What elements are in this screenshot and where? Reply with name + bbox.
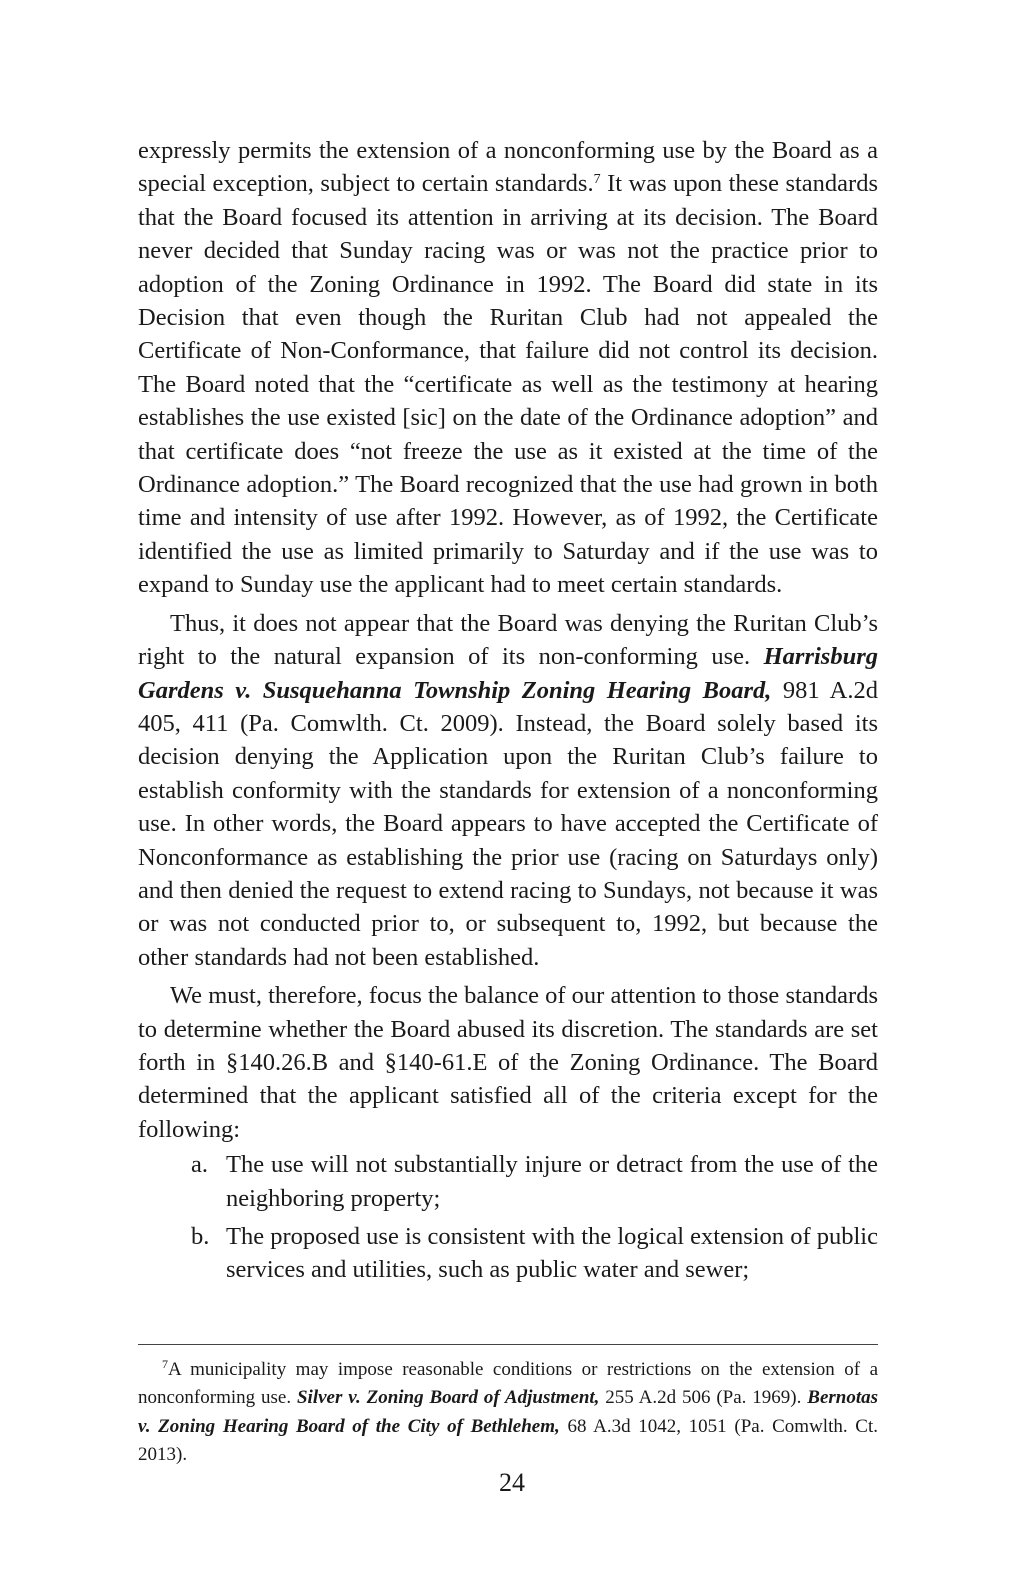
paragraph-1-text-continued: It was upon these standards that the Board focused its attention in arriving at its decision. The Board never decided that Sunday racing was or was not the practice prior to adoption of the Zoning Ordinance in 1992. The Board did state in its Decision that even though the Ruritan Club had not appealed the Certificate of Non-Conformance, that failure did not control its decision. The Board noted that the “certificate as well as the testimony at hearing establishes the use existed [sic] on the date of the Ordinance adoption” and that certificate does “not freeze the use as it existed at the time of the Ordinance adoption.” The Board recognized that the use had grown in both time and intensity of use after 1992. However, as of 1992, the Certificate identified the use as limited primarily to Saturday and if the use was to expand to Sunday use the applicant had to meet certain standards. <box>138 170 878 599</box>
footnote-number: 7 <box>162 1357 168 1371</box>
list-item <box>138 1148 878 1215</box>
list-item-text: The proposed use is consistent with the logical extension of public services and utilities, such as public water and sewer; <box>226 1223 878 1284</box>
paragraph-2 <box>138 607 878 974</box>
paragraph-3: We must, therefore, focus the balance of our attention to those standards to determine whether the Board abused its discretion. The standards are set forth in §140.26.B and §140-61.E of the Zoning Ordinance. The Board determined that the applicant satisfied all of the criteria except for the following: <box>138 982 878 1143</box>
paragraph-2-text: Thus, it does not appear that the Board was denying the Ruritan Club’s right to the natural expansion of its non-conforming use. <box>138 609 878 671</box>
footnote-reference-7[interactable]: 7 <box>593 172 601 188</box>
case-citation-silver: Silver v. Zoning Board of Adjustment, <box>296 1387 600 1409</box>
list-item-text: The use will not substantially injure or detract from the use of the neighboring property; <box>226 1151 878 1212</box>
footnote-separator <box>138 1344 878 1345</box>
paragraph-2-text-continued: 981 A.2d 405, 411 (Pa. Comwlth. Ct. 2009). Instead, the Board solely based its decision denying the Application upon the Ruritan Club’s failure to establish conformity with the standards for extension of a nonconforming use. In other words, the Board appears to have accepted the Certificate of Nonconformance as establishing the prior use (racing on Saturdays only) and then denied the request to extend racing to Sundays, not because it was or was not conducted prior to, or subsequent to, 1992, but because the other standards had not been established. <box>138 676 878 971</box>
footnote-text: A municipality may impose reasonable conditions or restrictions on the extension of a nonconforming use. <box>138 1359 878 1409</box>
footnote-text-continued: 255 A.2d 506 (Pa. 1969). <box>599 1387 808 1409</box>
case-citation-harrisburg-gardens: Harrisburg Gardens v. Susquehanna Township Zoning Hearing Board, <box>138 643 878 704</box>
list-marker: b. <box>191 1223 210 1250</box>
criteria-list <box>138 1148 878 1287</box>
page-body <box>138 134 878 1292</box>
footnote-text-end: 68 A.3d 1042, 1051 (Pa. Comwlth. Ct. 2013). <box>138 1415 878 1466</box>
paragraph-1-text: expressly permits the extension of a nonconforming use by the Board as a special exception, subject to certain standards. <box>138 137 878 198</box>
case-citation-bernotas: Bernotas v. Zoning Hearing Board of the City of Bethlehem, <box>138 1387 879 1437</box>
footnote-7 <box>138 1356 878 1470</box>
paragraph-1 <box>138 134 878 602</box>
list-item <box>138 1220 878 1287</box>
list-marker: a. <box>191 1151 208 1179</box>
page-number: 24 <box>499 1468 525 1497</box>
